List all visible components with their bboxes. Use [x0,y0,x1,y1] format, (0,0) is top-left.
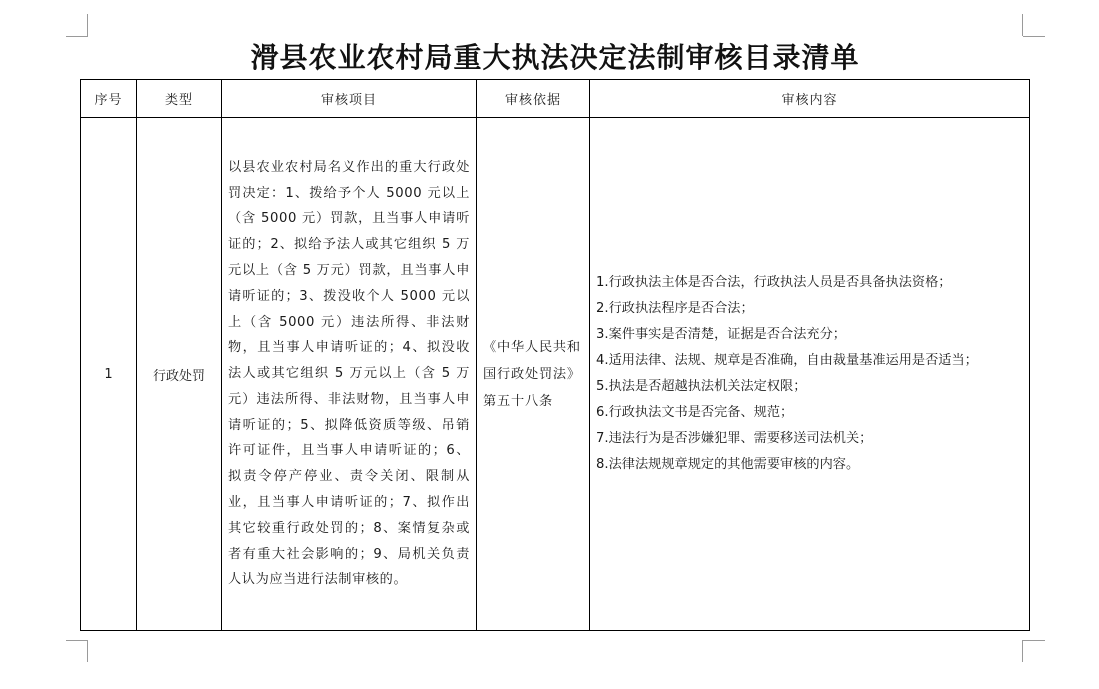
crop-mark-bottom-right-v [1022,640,1023,662]
row-number-cell: 1 [81,118,137,631]
row-type-cell: 行政处罚 [137,118,222,631]
crop-mark-bottom-left-h [66,640,88,641]
table-header-row [81,80,1030,118]
row-review-items-cell: 以县农业农村局名义作出的重大行政处罚决定：1、拨给予个人 5000 元以上（含 5000 元）罚款，且当事人申请听证的；2、拟给予法人或其它组织 5 万元以上（含 5 万元）罚款，且当事人申请听证的；3、拨没收个人 5000 元以上（含 5000 元）违法所得、非法财物，且当事人申请听证的；4、拟没收法人或其它组织 5 万元以上（含 5 万元）违法所得、非法财物，且当事人申请听证的；5、拟降低资质等级、吊销许可证件，且当事人申请听证的；6、拟责令停产停业、责令关闭、限制从业，且当事人申请听证的；7、拟作出其它较重行政处罚的；8、案情复杂或者有重大社会影响的；9、局机关负责人认为应当进行法制审核的。 [222,118,477,631]
content-item: 8.法律法规规章规定的其他需要审核的内容。 [596,457,860,472]
header-review-basis: 审核依据 [477,80,590,118]
content-item: 4.适用法律、法规、规章是否准确，自由裁量基准运用是否适当； [596,353,978,368]
crop-mark-bottom-left-v [87,640,88,662]
row-review-content-cell [590,118,1030,631]
content-item: 1.行政执法主体是否合法，行政执法人员是否具备执法资格； [596,275,952,290]
row-review-basis-cell: 《中华人民共和国行政处罚法》第五十八条 [477,118,590,631]
table-row [81,118,1030,631]
content-item: 2.行政执法程序是否合法； [596,301,754,316]
header-type: 类型 [137,80,222,118]
content-item: 7.违法行为是否涉嫌犯罪、需要移送司法机关； [596,431,873,446]
content-item: 6.行政执法文书是否完备、规范； [596,405,794,420]
crop-mark-bottom-right-h [1023,640,1045,641]
crop-mark-top-left-v [87,14,88,36]
content-item: 3.案件事实是否清楚，证据是否合法充分； [596,327,846,342]
content-item: 5.执法是否超越执法机关法定权限； [596,379,807,394]
header-number: 序号 [81,80,137,118]
header-review-content: 审核内容 [590,80,1030,118]
document-title: 滑县农业农村局重大执法决定法制审核目录清单 [250,41,860,74]
audit-catalog-table [80,79,1030,631]
header-review-items: 审核项目 [222,80,477,118]
crop-mark-top-right-v [1022,14,1023,36]
